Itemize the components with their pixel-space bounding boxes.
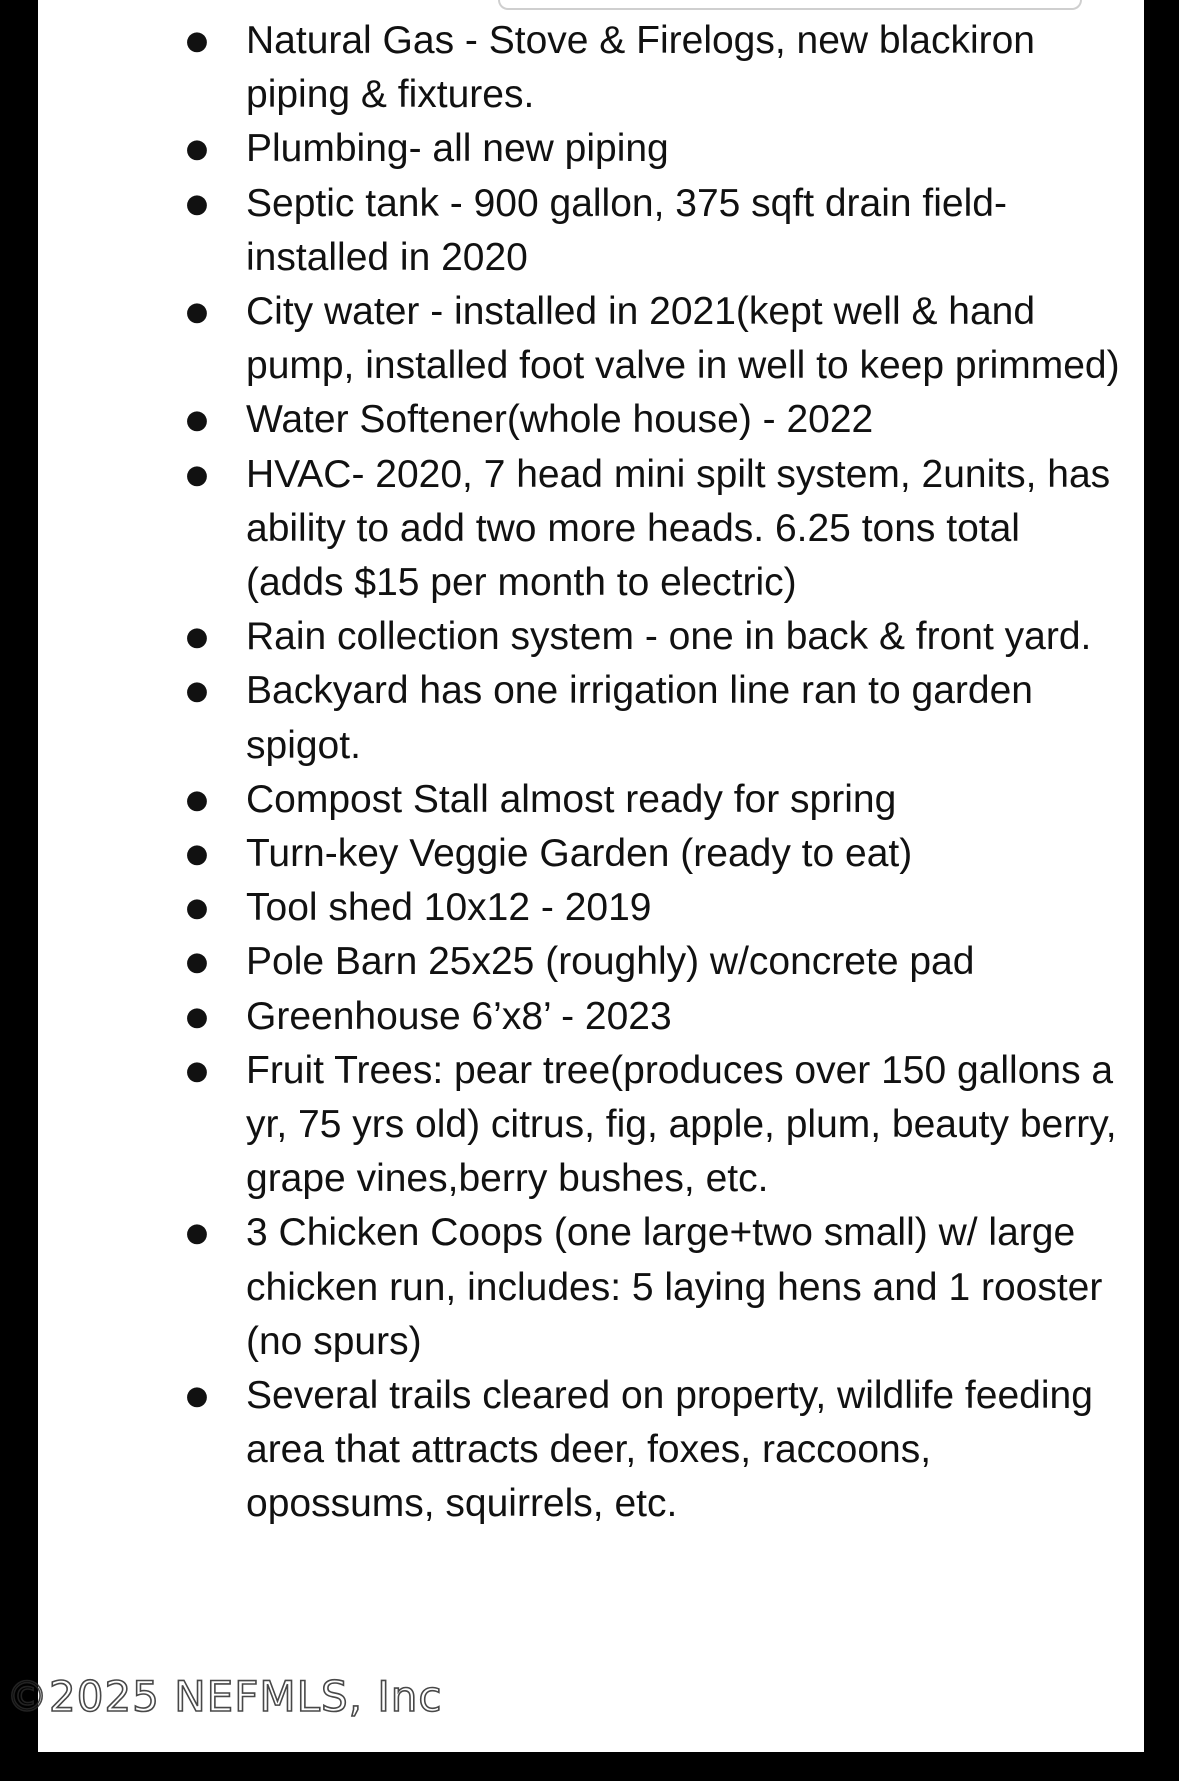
bullet-icon: ●: [185, 405, 209, 436]
list-item-text: Septic tank - 900 gallon, 375 sqft drain field- installed in 2020: [246, 181, 1007, 279]
bullet-icon: ●: [185, 839, 209, 870]
bullet-icon: ●: [185, 134, 209, 165]
list-item: [38, 935, 1144, 989]
list-item-text: Rain collection system - one in back & front yard.: [246, 615, 1092, 659]
bullet-icon: ●: [185, 893, 209, 924]
list-item-text: Backyard has one irrigation line ran to garden spigot.: [246, 669, 1033, 767]
bullet-icon: ●: [185, 947, 209, 978]
list-item-text: City water - installed in 2021(kept well & hand pump, installed foot valve in well to keep primmed): [246, 290, 1120, 388]
document-page: [38, 0, 1144, 1781]
list-item-text: Natural Gas - Stove & Firelogs, new blackiron piping & fixtures.: [246, 19, 1035, 117]
bullet-icon: ●: [185, 26, 209, 56]
list-item: [38, 827, 1144, 881]
copyright-watermark: ©2025 NEFMLS, Inc: [6, 1672, 443, 1721]
list-item: [38, 393, 1144, 447]
feature-list: [38, 14, 1144, 1532]
bullet-icon: ●: [185, 188, 209, 219]
list-item: [38, 177, 1144, 285]
cropped-previous-line: [498, 0, 1082, 10]
list-item-text: Pole Barn 25x25 (roughly) w/concrete pad: [246, 940, 975, 984]
list-item-text: Greenhouse 6’x8’ - 2023: [246, 994, 672, 1038]
list-item-text: Compost Stall almost ready for spring: [246, 777, 897, 821]
list-item-text: 3 Chicken Coops (one large+two small) w/ large chicken run, includes: 5 laying hens and 1 rooster (no spurs): [246, 1211, 1103, 1363]
bullet-icon: ●: [185, 1381, 209, 1412]
bullet-icon: ●: [185, 784, 209, 815]
list-item: [38, 990, 1144, 1044]
bullet-icon: ●: [185, 297, 209, 328]
list-item: [38, 1369, 1144, 1532]
bullet-icon: ●: [185, 1218, 209, 1249]
list-item-text: Fruit Trees: pear tree(produces over 150 gallons a yr, 75 yrs old) citrus, fig, apple, plum, beauty berry, grape vines,berry bushes, etc.: [246, 1048, 1117, 1201]
bullet-icon: ●: [185, 1055, 209, 1086]
list-item: [38, 664, 1144, 772]
list-item-text: HVAC- 2020, 7 head mini spilt system, 2units, has ability to add two more heads. 6.25 tons total (adds $15 per month to electric): [246, 452, 1111, 605]
list-item: [38, 285, 1144, 393]
right-border: [1144, 0, 1179, 1781]
list-item: [38, 773, 1144, 827]
list-item: [38, 1206, 1144, 1369]
list-item-text: Water Softener(whole house) - 2022: [246, 398, 874, 442]
bullet-icon: ●: [185, 676, 209, 707]
list-item: [38, 610, 1144, 664]
list-item: [38, 448, 1144, 611]
list-item: [38, 1044, 1144, 1207]
bullet-icon: ●: [185, 1001, 209, 1032]
bullet-icon: ●: [185, 459, 209, 490]
list-item-text: Several trails cleared on property, wildlife feeding area that attracts deer, foxes, raccoons, opossums, squirrels, etc.: [246, 1374, 1093, 1526]
list-item-text: Plumbing- all new piping: [246, 127, 669, 171]
list-item: [38, 122, 1144, 176]
list-item-text: Tool shed 10x12 - 2019: [246, 886, 652, 930]
list-item: [38, 14, 1144, 122]
list-item-text: Turn-key Veggie Garden (ready to eat): [246, 832, 913, 876]
list-item: [38, 881, 1144, 935]
bottom-border: [0, 1752, 1179, 1781]
bullet-icon: ●: [185, 622, 209, 653]
